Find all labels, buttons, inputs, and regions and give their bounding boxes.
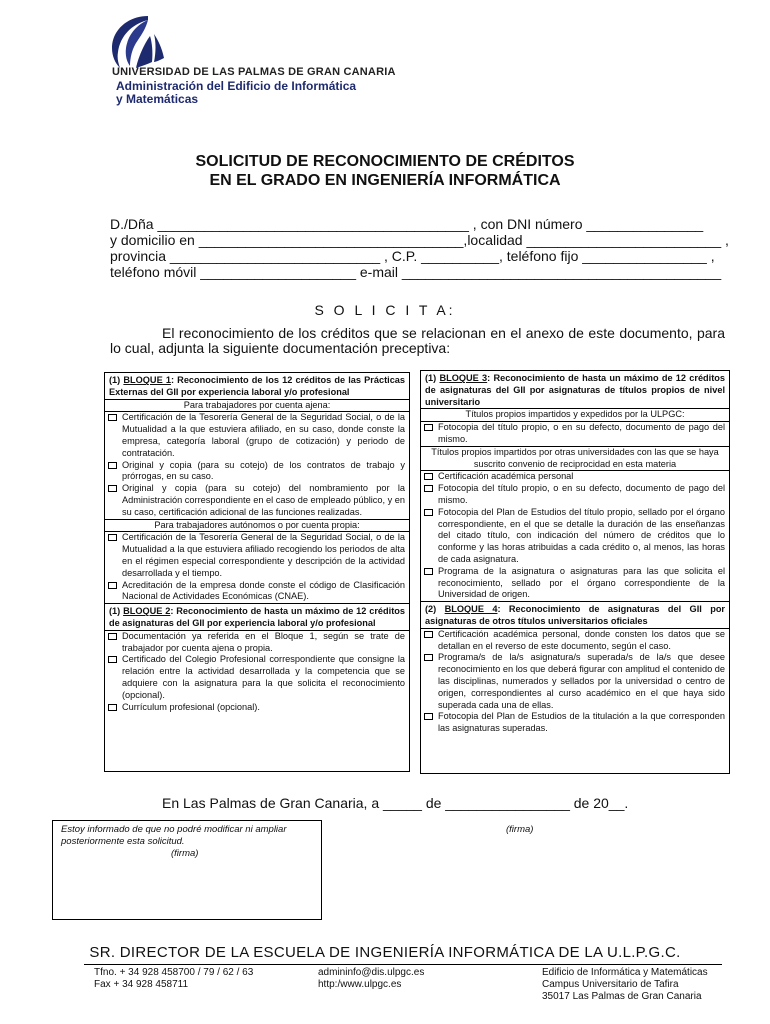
right-sub-otras: Títulos propios impartidos por otras universidades con las que se haya suscrito convenio de reciprocidad en esta materia [421,446,729,472]
bloque2-title: : Reconocimiento de hasta un máximo de 12 créditos de asignaturas del GII por experiencia laboral y/o profesional [109,606,405,628]
footer-email[interactable]: admininfo@dis.ulpgc.es [318,967,425,978]
list-item[interactable] [105,580,409,604]
checkbox[interactable] [108,534,117,541]
bloque1-header [105,373,409,399]
checkbox[interactable] [108,633,117,640]
left-documentation-box [104,372,410,772]
right-sub-ulpgc: Títulos propios impartidos y expedidos por la ULPGC: [421,408,729,422]
item-text: Fotocopia del Plan de Estudios del título propio, sellado por el órgano correspondiente, en el que se detalle la duración de las enseñanzas del citado título, con indicación del número de créditos que lo conforme y las horas atribuidas a cada crédito o, al menos, las horas de cada asignatura. [438,506,725,564]
list-item[interactable] [421,471,729,483]
footer-address [542,967,708,1003]
checkbox[interactable] [424,424,433,431]
solicita-heading: S O L I C I T A: [314,302,456,318]
checkbox[interactable] [424,654,433,661]
admin-line-1: Administración del Edificio de Informática [116,79,357,93]
footer-address-line-1: Edificio de Informática y Matemáticas [542,967,708,978]
notice-text: Estoy informado de que no podré modificar ni ampliar posteriormente esta solicitud. [61,824,287,847]
notice-box [52,820,322,920]
university-logo [108,14,178,70]
checkbox[interactable] [108,485,117,492]
item-text: Certificación de la Tesorería General de la Seguridad Social, o de la Mutualidad a la que estuviera afiliado recogiendo los periodos de alta en el régimen especial correspondiente y descripción de la actividad desarrollada y el tiempo. [122,532,405,578]
item-text: Currículum profesional (opcional). [122,701,260,712]
checkbox[interactable] [108,656,117,663]
item-text: Programa/s de la/s asignatura/s superada/s de la/s que desee reconocimiento en los que deberá figurar con amplitud el contenido de las disciplinas, numerados y sellados por la universidad o centro de origen, correspondientes al curso académico en el que haya sido superada cada una de ellas. [438,652,725,710]
footer-website[interactable]: http:/www.ulpgc.es [318,979,402,990]
item-text: Fotocopia del título propio, o en su defecto, documento de pago del mismo. [438,422,725,444]
list-item[interactable] [421,566,729,601]
bloque4-title: : Reconocimiento de asignaturas del GII por asignaturas de otros títulos universitarios oficiales [425,604,726,626]
item-text: Certificación académica personal, donde consten los datos que se detallan en el reverso de este documento, según el caso. [438,628,725,651]
intro-paragraph: El reconocimiento de los créditos que se relacionan en el anexo de este documento, para lo cual, adjunta la siguiente documentación preceptiva: [110,325,725,356]
bloque3-header [421,371,729,408]
list-item[interactable] [105,630,409,655]
bloque1-label: BLOQUE 1 [123,375,171,385]
item-text: Original y copia (para su cotejo) del nombramiento por la Administración correspondiente en el caso de empleado público, y en su caso, certificación adicional de las funciones realizadas. [122,483,405,517]
footer-contact [318,967,424,991]
footer-phone [94,967,253,991]
date-line[interactable]: En Las Palmas de Gran Canaria, a _____ de ________________ de 20__. [162,795,629,811]
bloque3-prefix: (1) [425,373,440,383]
bloque4-label: BLOQUE 4 [444,604,498,615]
addressee-line: SR. DIRECTOR DE LA ESCUELA DE INGENIERÍA INFORMÁTICA DE LA U.L.P.G.C. [89,944,681,961]
checkbox[interactable] [108,462,117,469]
checkbox[interactable] [108,582,117,589]
footer-address-line-2: Campus Universitario de Tafira [542,979,679,990]
right-documentation-box [420,370,730,774]
form-address-line[interactable]: y domicilio en __________________________________,localidad _________________________ , [110,232,729,248]
item-text: Certificado del Colegio Profesional correspondiente que consigne la relación entre la actividad desarrollada y la competencia que se adquiere con la asignatura para la que solicita el reconocimiento (opcional). [122,654,405,700]
item-text: Original y copia (para su cotejo) de los contratos de trabajo y prórrogas, en su caso. [122,459,405,482]
list-item[interactable] [421,652,729,711]
item-text: Documentación ya referida en el Bloque 1, según se trate de trabajador por cuenta ajena o propia. [122,630,405,653]
list-item[interactable] [421,711,729,735]
checkbox[interactable] [424,568,433,575]
item-text: Fotocopia del Plan de Estudios de la titulación a la que corresponden las asignaturas superadas. [438,711,725,734]
admin-line-2: y Matemáticas [116,92,199,106]
signature-label: (firma) [506,824,534,835]
list-item[interactable] [421,422,729,446]
list-item[interactable] [105,702,409,714]
item-text: Acreditación de la empresa donde conste el código de Clasificación Nacional de Actividades Económicas (CNAE). [122,579,405,602]
footer-address-line-3: 35017 Las Palmas de Gran Canaria [542,991,702,1002]
checkbox[interactable] [424,631,433,638]
list-item[interactable] [105,532,409,579]
admin-heading [116,80,356,106]
checkbox[interactable] [108,414,117,421]
list-item[interactable] [421,507,729,566]
item-text: Certificación de la Tesorería General de la Seguridad Social, o de la Mutualidad a la que estuviera afiliado, en su caso, donde conste la empresa, categoría laboral (grupo de cotización) y periodo de contratación. [122,412,405,458]
bloque1-title: : Reconocimiento de los 12 créditos de las Prácticas Externas del GII por experiencia laboral y/o profesional [109,375,406,397]
checkbox[interactable] [424,509,433,516]
title-line-2: EN EL GRADO EN INGENIERÍA INFORMÁTICA [209,172,561,189]
bloque4-prefix: (2) [425,604,445,615]
footer-fax-line: Fax + 34 928 458711 [94,979,189,990]
bloque4-header [421,601,729,629]
form-mobile-email-line[interactable]: teléfono móvil ____________________ e-mail _________________________________________ [110,264,722,280]
bloque1-prefix: (1) [109,375,124,385]
list-item[interactable] [421,483,729,507]
list-item[interactable] [105,460,409,484]
left-sub-autonomos: Para trabajadores autónomos o por cuenta propia: [105,519,409,533]
checkbox[interactable] [108,704,117,711]
form-name-dni-line[interactable]: D./Dña ________________________________________ , con DNI número _______________ [110,216,704,232]
bloque2-header [105,603,409,630]
left-sub-ajena: Para trabajadores por cuenta ajena: [105,399,409,413]
checkbox[interactable] [424,713,433,720]
list-item[interactable] [105,412,409,459]
bloque2-prefix: (1) [109,606,124,617]
university-name: UNIVERSIDAD DE LAS PALMAS DE GRAN CANARIA [112,66,396,78]
page-title [0,152,770,190]
bloque3-label: BLOQUE 3 [439,373,488,383]
bloque2-label: BLOQUE 2 [123,606,171,617]
checkbox[interactable] [424,485,433,492]
list-item[interactable] [105,483,409,518]
item-text: Programa de la asignatura o asignaturas para las que solicita el reconocimiento, sellado por el órgano correspondiente de la Universidad de origen. [438,565,725,600]
item-text: Certificación académica personal [438,471,574,482]
checkbox[interactable] [424,473,433,480]
item-text: Fotocopia del título propio, o en su defecto, documento de pago del mismo. [438,483,725,505]
title-line-1: SOLICITUD DE RECONOCIMIENTO DE CRÉDITOS [195,153,575,170]
notice-firma: (firma) [171,848,199,859]
footer-phone-line: Tfno. + 34 928 458700 / 79 / 62 / 63 [94,967,254,978]
bloque3-title: : Reconocimiento de hasta un máximo de 12 créditos de asignaturas del GII por asignaturas de títulos propios de nivel universitario [425,373,726,407]
list-item[interactable] [421,629,729,653]
form-province-line[interactable]: provincia ___________________________ , C.P. __________, teléfono fijo ________________ , [110,248,715,264]
footer-divider [84,964,722,965]
list-item[interactable] [105,654,409,701]
